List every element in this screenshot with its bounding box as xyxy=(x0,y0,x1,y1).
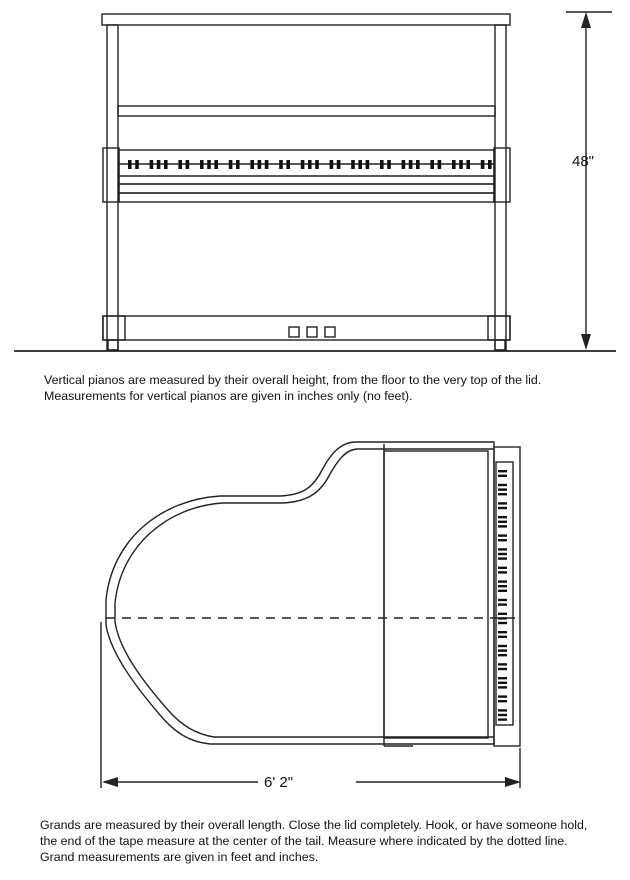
black-key xyxy=(315,160,319,169)
black-key xyxy=(135,160,139,169)
black-key xyxy=(366,160,370,169)
black-key xyxy=(498,682,507,684)
black-key xyxy=(498,603,507,605)
black-key xyxy=(481,160,485,169)
black-key xyxy=(416,160,420,169)
vertical-height-label: 48" xyxy=(572,153,595,170)
black-key xyxy=(207,160,211,169)
black-key xyxy=(498,567,507,569)
black-key xyxy=(150,160,154,169)
black-key xyxy=(286,160,290,169)
grand-piano-outer-rim xyxy=(106,442,494,744)
black-key xyxy=(236,160,240,169)
black-key xyxy=(498,521,507,523)
black-key xyxy=(498,571,507,573)
black-key xyxy=(498,507,507,509)
black-key xyxy=(258,160,262,169)
black-key xyxy=(498,557,507,559)
black-key xyxy=(351,160,355,169)
black-key xyxy=(498,539,507,541)
black-key xyxy=(402,160,406,169)
grand-piano-keyboard xyxy=(496,462,513,725)
black-key xyxy=(498,649,507,651)
vertical-piano-caption: Vertical pianos are measured by their overall height, from the floor to the very top of the lid. Measurements for vertical pianos are given in inches only (no feet). xyxy=(44,373,542,403)
black-key xyxy=(430,160,434,169)
black-key xyxy=(466,160,470,169)
black-key xyxy=(337,160,341,169)
black-key xyxy=(380,160,384,169)
black-key xyxy=(498,553,507,555)
black-key xyxy=(498,677,507,679)
black-key xyxy=(498,622,507,624)
black-key xyxy=(308,160,312,169)
black-key xyxy=(498,695,507,697)
black-key xyxy=(498,718,507,720)
black-key xyxy=(250,160,254,169)
grand-piano-black-keys xyxy=(498,470,507,721)
black-key xyxy=(498,663,507,665)
height-dimension xyxy=(566,12,612,350)
black-key xyxy=(498,548,507,550)
grand-piano-drawing xyxy=(101,442,520,788)
black-key xyxy=(265,160,269,169)
black-key xyxy=(498,590,507,592)
vertical-piano-pedal-right xyxy=(325,327,335,337)
black-key xyxy=(498,645,507,647)
black-key xyxy=(128,160,132,169)
black-key xyxy=(200,160,204,169)
vertical-piano-lid xyxy=(102,14,510,25)
black-key xyxy=(178,160,182,169)
black-key xyxy=(157,160,161,169)
grand-piano-inner-rim xyxy=(115,449,494,737)
black-key xyxy=(387,160,391,169)
black-key xyxy=(498,599,507,601)
black-key xyxy=(459,160,463,169)
black-key xyxy=(330,160,334,169)
black-key xyxy=(498,488,507,490)
black-key xyxy=(498,516,507,518)
black-key xyxy=(214,160,218,169)
black-key xyxy=(186,160,190,169)
black-key xyxy=(438,160,442,169)
black-key xyxy=(409,160,413,169)
black-key xyxy=(498,668,507,670)
black-key xyxy=(498,709,507,711)
black-key xyxy=(498,654,507,656)
black-key xyxy=(498,493,507,495)
vertical-piano-pedal-left xyxy=(289,327,299,337)
black-key xyxy=(498,700,507,702)
vertical-piano-left-cheek xyxy=(103,148,119,202)
black-key xyxy=(498,475,507,477)
black-key xyxy=(498,613,507,615)
vertical-piano-right-side xyxy=(495,25,506,350)
black-key xyxy=(488,160,492,169)
black-key xyxy=(498,484,507,486)
vertical-piano-left-side xyxy=(107,25,118,350)
black-key xyxy=(498,631,507,633)
grand-length-label: 6' 2" xyxy=(264,774,294,791)
vertical-piano-fallboard xyxy=(118,106,495,116)
length-dimension xyxy=(102,777,521,787)
black-key xyxy=(279,160,283,169)
black-key xyxy=(498,617,507,619)
black-key xyxy=(498,502,507,504)
vertical-piano-drawing xyxy=(102,14,510,350)
vertical-piano-pedal-middle xyxy=(307,327,317,337)
black-key xyxy=(498,686,507,688)
black-key xyxy=(358,160,362,169)
black-key xyxy=(498,580,507,582)
black-key xyxy=(164,160,168,169)
black-key xyxy=(498,585,507,587)
black-key xyxy=(498,470,507,472)
black-key xyxy=(452,160,456,169)
vertical-piano-right-cheek xyxy=(494,148,510,202)
black-key xyxy=(498,636,507,638)
grand-piano-caption: Grands are measured by their overall length. Close the lid completely. Hook, or have someone hold, the end of the tape measure at the center of the tail. Measure where indicated by the dotted line. Grand measurements are given in feet and inches. xyxy=(40,818,588,864)
black-key xyxy=(498,525,507,527)
black-key xyxy=(229,160,233,169)
black-key xyxy=(498,534,507,536)
black-key xyxy=(498,714,507,716)
black-key xyxy=(301,160,305,169)
